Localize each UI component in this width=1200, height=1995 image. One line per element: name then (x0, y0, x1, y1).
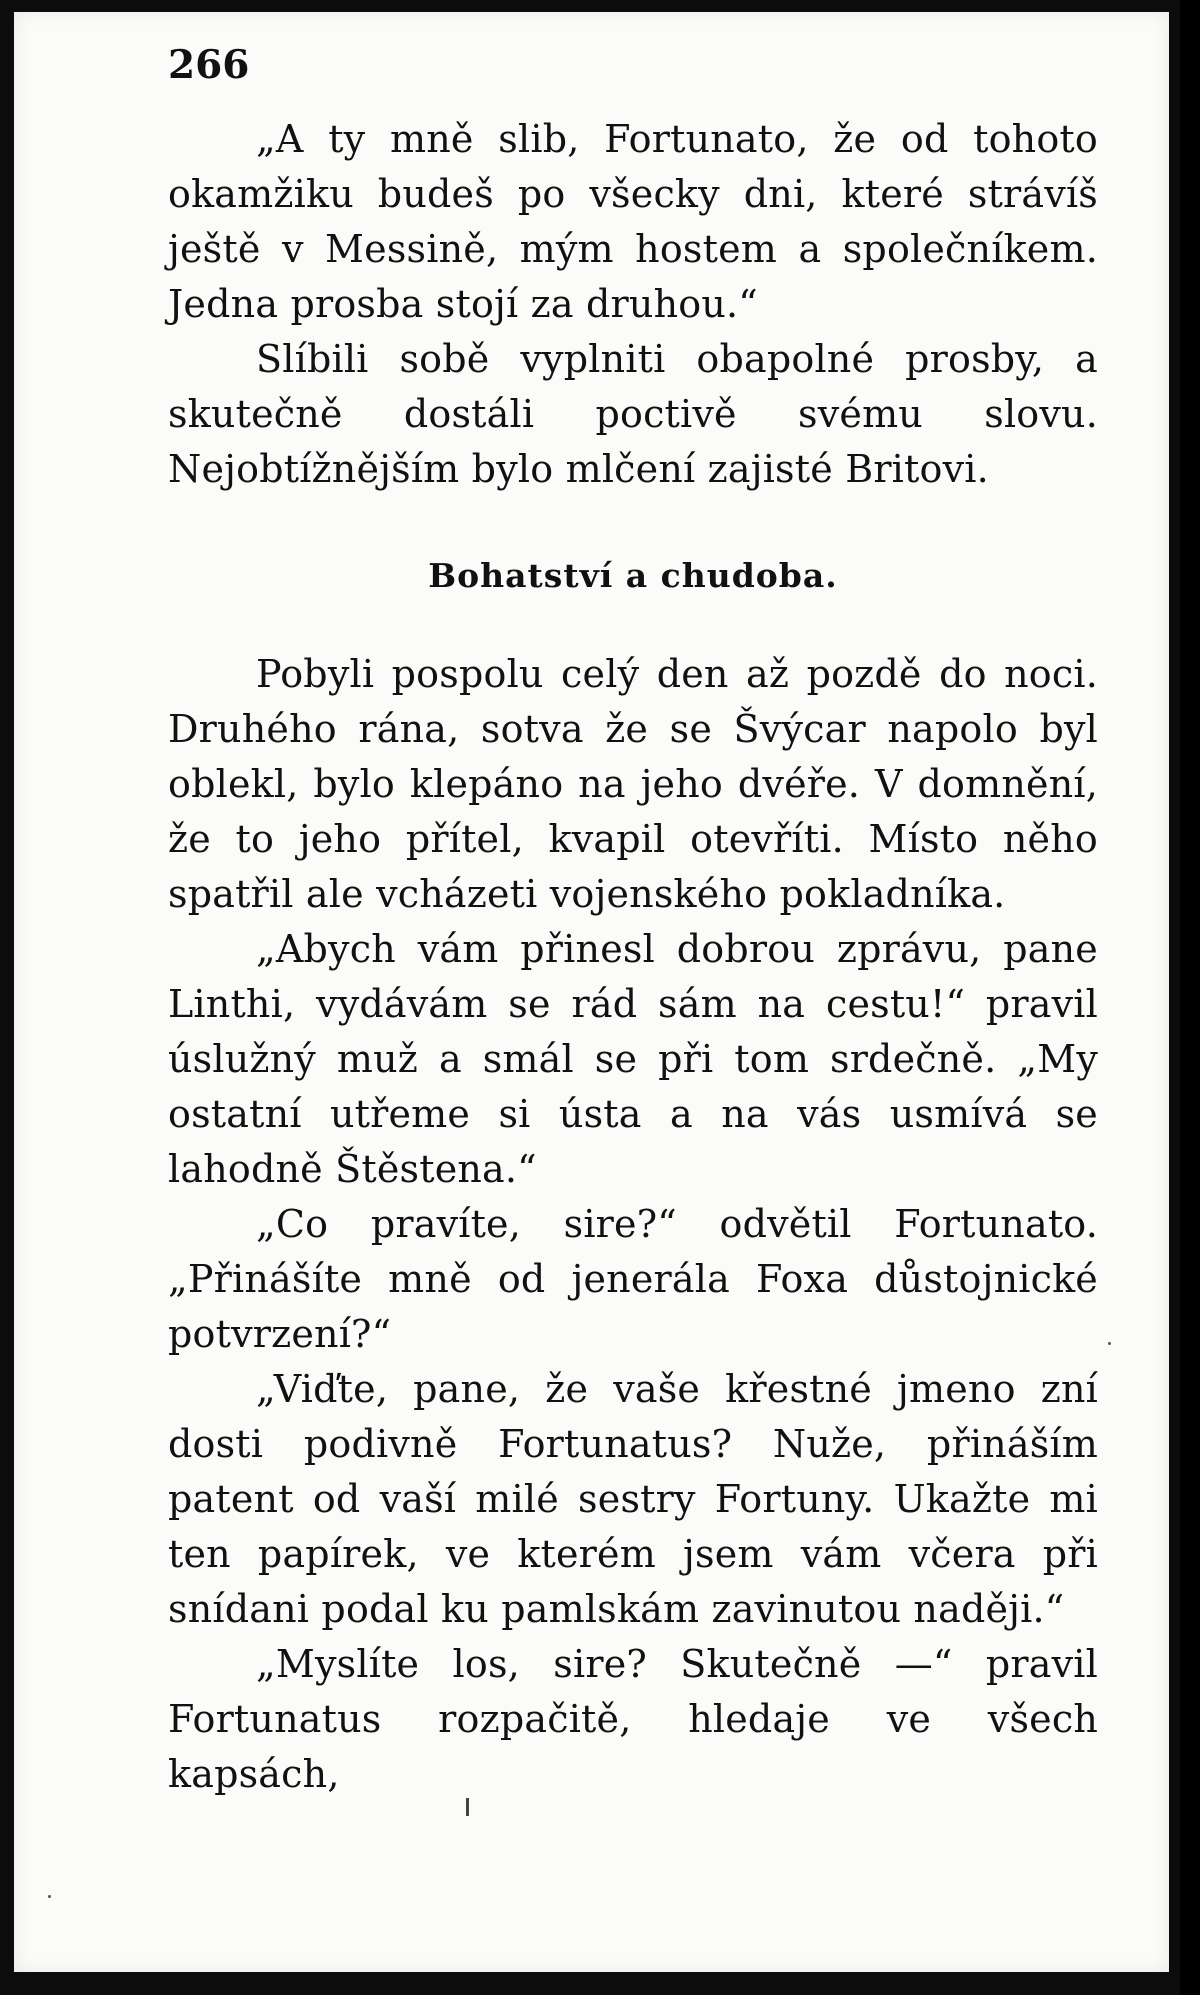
page-number: 266 (168, 42, 250, 88)
scan-dust (1108, 1342, 1111, 1345)
paragraph: „Myslíte los, sire? Skutečně —“ pravil Fortunatus rozpačitě, hledaje ve všech kapsách, (168, 1642, 1098, 1796)
paragraph: Pobyli pospolu celý den až pozdě do noci. Druhého rána, sotva že se Švýcar napolo byl oblekl, bylo klepáno na jeho dvéře. V domnění, že to jeho přítel, kvapil otevříti. Místo něho spatřil ale vcházeti vojenského pokladníka. (168, 652, 1098, 916)
section-heading: Bohatství a chudoba. (428, 556, 838, 595)
scan-dust (48, 1895, 51, 1898)
print-mark (466, 1798, 469, 1816)
paragraph: „Co pravíte, sire?“ odvětil Fortunato. „Přinášíte mně od jenerála Foxa důstojnické potvrzení?“ (168, 1202, 1098, 1356)
page-text (168, 40, 1098, 1802)
paragraph: „Viďte, pane, že vaše křestné jmeno zní dosti podivně Fortunatus? Nuže, přináším patent od vaší milé sestry Fortuny. Ukažte mi ten papírek, ve kterém jsem vám včera při snídani podal ku pamlskám zavinutou naději.“ (168, 1367, 1098, 1631)
paragraph: Slíbili sobě vyplniti obapolné prosby, a skutečně dostáli poctivě svému slovu. Nejobtížnějším bylo mlčení zajisté Britovi. (168, 337, 1098, 491)
paragraph: „Abych vám přinesl dobrou zprávu, pane Linthi, vydávám se rád sám na cestu!“ pravil úslužný muž a smál se při tom srdečně. „My ostatní utřeme si ústa a na vás usmívá se lahodně Štěstena.“ (168, 927, 1098, 1191)
scan-edge (1180, 0, 1200, 1995)
paragraph: „A ty mně slib, Fortunato, že od tohoto okamžiku budeš po všecky dni, které strávíš ještě v Messině, mým hostem a společníkem. Jedna prosba stojí za druhou.“ (168, 117, 1098, 326)
